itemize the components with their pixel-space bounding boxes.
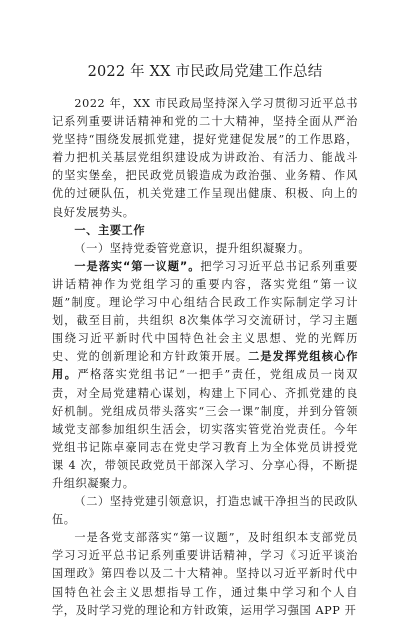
paragraph-1 (52, 258, 358, 493)
lead-party-core-role: 二是发挥党组核心作用。 (52, 350, 358, 382)
paragraph-1-text-a: 把学习习近平总书记系列重要讲话精神作为党组学习的重要内容，落实党组“第一议题”制度。理论学习中心组结合民政工作实际制定学习计划，截至目前，共组织 8次集体学习交流研讨，学习主题围绕习近平新时代中国特色社会主义思想、党的光辉历史、党的创新理论和方针政策开展。 (52, 259, 358, 364)
paragraph-1-text-b: 严格落实党组书记“一把手”责任，党组成员一岗双责，对全局党建精心谋划，构建上下同心、齐抓党建的良好机制。党组成员带头落实“三会一课”制度，并到分管领域党支部参加组织生活会，切实落实管党治党责任。今年党组书记陈卓豪同志在党史学习教育上为全体党员讲授党课 4 次，带领民政党员干部深入学习、分享心得，不断提升组织凝聚力。 (52, 368, 358, 490)
section-heading-main-work: 一、主要工作 (74, 223, 146, 237)
subsection-heading-1: （一）坚持党委管党意识，提升组织凝聚力。 (74, 241, 311, 255)
intro-paragraph: 2022 年，XX 市民政局坚持深入学习贯彻习近平总书记系列重要讲话精神和党的二十大精神，坚持全面从严治党坚持“围绕发展抓党建，提好党建促发展”的工作思路，着力把机关基层党组织建设成为讲政治、有活力、能战斗的坚实堡垒，把民政党员锻造成为政治强、业务精、作风优的过硬队伍，机关党建工作呈现出健康、积极、向上的良好发展势头。 (52, 97, 358, 219)
subsection-heading-2: （二）坚持党建引领意识，打造忠诚干净担当的民政队伍。 (52, 495, 358, 527)
paragraph-2: 一是各党支部落实“第一议题”，及时组织本支部党员学习习近平总书记系列重要讲话精神，学习《习近平谈治国理政》第四卷以及二十大精神。坚持以习近平新时代中国特色社会主义思想指导工作，通过集中学习和个人自学，及时学习党的理论和方针政策，运用学习强国 APP 开 (52, 531, 358, 617)
lead-first-topic: 一是落实“第一议题”。 (74, 259, 201, 273)
document-title: 2022 年 XX 市民政局党建工作总结 (87, 64, 323, 80)
